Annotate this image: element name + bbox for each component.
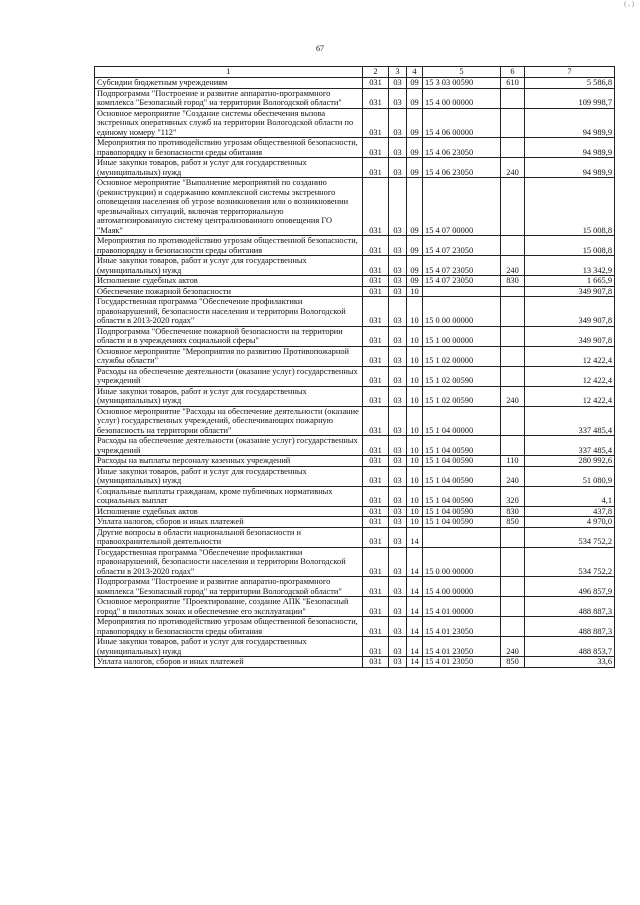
row-amount: 437,8: [525, 506, 615, 517]
table-row: [95, 366, 615, 386]
row-target-article: [423, 286, 501, 297]
row-target-article: 15 1 00 00000: [423, 326, 501, 346]
row-expense-type: 850: [501, 517, 525, 528]
row-amount: 280 992,6: [525, 456, 615, 467]
table-row: [95, 276, 615, 287]
column-header: 7: [525, 67, 615, 78]
page-number: 67: [316, 44, 324, 53]
row-section: 03: [389, 138, 407, 158]
row-target-article: 15 1 04 00590: [423, 517, 501, 528]
row-target-article: 15 4 07 23050: [423, 256, 501, 276]
row-amount: 109 998,7: [525, 88, 615, 108]
row-expense-type: 850: [501, 657, 525, 668]
row-section: 03: [389, 466, 407, 486]
row-section: 03: [389, 637, 407, 657]
row-section: 03: [389, 276, 407, 287]
row-admin-code: 031: [363, 366, 389, 386]
row-admin-code: 031: [363, 386, 389, 406]
row-section: 03: [389, 406, 407, 436]
row-target-article: 15 1 04 00590: [423, 506, 501, 517]
row-description: Иные закупки товаров, работ и услуг для государственных (муниципальных) нужд: [95, 637, 363, 657]
row-amount: 13 342,9: [525, 256, 615, 276]
table-row: [95, 547, 615, 577]
row-admin-code: 031: [363, 617, 389, 637]
row-admin-code: 031: [363, 466, 389, 486]
row-admin-code: 031: [363, 286, 389, 297]
row-expense-type: 320: [501, 486, 525, 506]
row-admin-code: 031: [363, 406, 389, 436]
table-row: [95, 78, 615, 89]
row-target-article: 15 4 01 23050: [423, 657, 501, 668]
row-target-article: 15 4 07 23050: [423, 276, 501, 287]
row-amount: 488 853,7: [525, 637, 615, 657]
row-section: 03: [389, 486, 407, 506]
row-section: 03: [389, 158, 407, 178]
row-amount: 12 422,4: [525, 346, 615, 366]
row-subsection: 10: [407, 517, 423, 528]
row-admin-code: 031: [363, 547, 389, 577]
column-header: 5: [423, 67, 501, 78]
table-row: [95, 597, 615, 617]
row-subsection: 10: [407, 506, 423, 517]
row-amount: 94 989,9: [525, 158, 615, 178]
row-subsection: 09: [407, 78, 423, 89]
row-expense-type: [501, 326, 525, 346]
row-admin-code: 031: [363, 346, 389, 366]
row-description: Мероприятия по противодействию угрозам общественной безопасности, правопорядку и безопасности среды обитания: [95, 138, 363, 158]
column-header: 3: [389, 67, 407, 78]
row-admin-code: 031: [363, 486, 389, 506]
row-admin-code: 031: [363, 108, 389, 138]
row-subsection: 14: [407, 657, 423, 668]
row-subsection: 14: [407, 597, 423, 617]
row-expense-type: [501, 108, 525, 138]
row-subsection: 14: [407, 577, 423, 597]
row-description: Субсидии бюджетным учреждениям: [95, 78, 363, 89]
row-target-article: 15 1 02 00000: [423, 346, 501, 366]
row-amount: 51 080,9: [525, 466, 615, 486]
row-amount: 534 752,2: [525, 527, 615, 547]
row-description: Обеспечение пожарной безопасности: [95, 286, 363, 297]
row-section: 03: [389, 108, 407, 138]
row-description: Мероприятия по противодействию угрозам общественной безопасности, правопорядку и безопасности среды обитания: [95, 236, 363, 256]
row-admin-code: 031: [363, 297, 389, 327]
row-section: 03: [389, 236, 407, 256]
row-expense-type: [501, 577, 525, 597]
table-row: [95, 486, 615, 506]
row-amount: 4,1: [525, 486, 615, 506]
row-section: 03: [389, 436, 407, 456]
row-section: 03: [389, 297, 407, 327]
row-target-article: 15 4 00 00000: [423, 577, 501, 597]
table-row: [95, 346, 615, 366]
table-row: [95, 108, 615, 138]
row-subsection: 10: [407, 297, 423, 327]
row-description: Иные закупки товаров, работ и услуг для государственных (муниципальных) нужд: [95, 158, 363, 178]
row-description: Основное мероприятие "Выполнение мероприятий по созданию (реконструкции) и содержанию комплексной системы экстренного оповещения населения об угрозе возникновения или о возникновении чрезвычайных ситуаций, включая территориальную автоматизированную систему централизованного оповещения ГО "Маяк": [95, 178, 363, 236]
row-subsection: 14: [407, 527, 423, 547]
row-subsection: 10: [407, 456, 423, 467]
row-expense-type: 240: [501, 386, 525, 406]
row-section: 03: [389, 386, 407, 406]
row-expense-type: 830: [501, 506, 525, 517]
row-admin-code: 031: [363, 637, 389, 657]
row-amount: 12 422,4: [525, 366, 615, 386]
row-amount: 15 008,8: [525, 236, 615, 256]
row-amount: 337 485,4: [525, 436, 615, 456]
table-row: [95, 637, 615, 657]
row-description: Государственная программа "Обеспечение профилактики правонарушений, безопасности населения и территории Вологодской области в 2013-2020 годах": [95, 297, 363, 327]
row-section: 03: [389, 527, 407, 547]
row-subsection: 10: [407, 346, 423, 366]
row-subsection: 10: [407, 386, 423, 406]
row-subsection: 09: [407, 276, 423, 287]
row-description: Подпрограмма "Построение и развитие аппаратно-программного комплекса "Безопасный город" на территории Вологодской области": [95, 577, 363, 597]
row-section: 03: [389, 597, 407, 617]
row-amount: 534 752,2: [525, 547, 615, 577]
table-row: [95, 527, 615, 547]
row-section: 03: [389, 506, 407, 517]
row-description: Основное мероприятие "Проектирование, создание АПК "Безопасный город" в пилотных зонах и обеспечение его эксплуатации": [95, 597, 363, 617]
row-admin-code: 031: [363, 158, 389, 178]
row-description: Основное мероприятие "Создание системы обеспечения вызова экстренных оперативных служб на территории Вологодской области по единому номеру "112": [95, 108, 363, 138]
row-expense-type: 110: [501, 456, 525, 467]
table-row: [95, 286, 615, 297]
row-subsection: 10: [407, 406, 423, 436]
row-admin-code: 031: [363, 326, 389, 346]
table-row: [95, 256, 615, 276]
table-row: [95, 386, 615, 406]
column-header: 2: [363, 67, 389, 78]
row-target-article: 15 1 04 00590: [423, 486, 501, 506]
row-expense-type: 240: [501, 256, 525, 276]
row-description: Расходы на обеспечение деятельности (оказание услуг) государственных учреждений: [95, 366, 363, 386]
row-subsection: 10: [407, 326, 423, 346]
row-subsection: 10: [407, 286, 423, 297]
row-expense-type: [501, 88, 525, 108]
row-expense-type: [501, 178, 525, 236]
row-target-article: 15 4 01 23050: [423, 617, 501, 637]
row-description: Основное мероприятие "Расходы на обеспечение деятельности (оказание услуг) государственных учреждений, обеспечивающих пожарную безопасность на территории области": [95, 406, 363, 436]
row-amount: 33,6: [525, 657, 615, 668]
row-description: Иные закупки товаров, работ и услуг для государственных (муниципальных) нужд: [95, 256, 363, 276]
row-admin-code: 031: [363, 527, 389, 547]
row-subsection: 09: [407, 138, 423, 158]
row-amount: 5 586,8: [525, 78, 615, 89]
row-expense-type: [501, 297, 525, 327]
column-header: 4: [407, 67, 423, 78]
row-section: 03: [389, 346, 407, 366]
row-expense-type: [501, 406, 525, 436]
row-description: Исполнение судебных актов: [95, 276, 363, 287]
row-expense-type: [501, 236, 525, 256]
row-expense-type: [501, 547, 525, 577]
row-expense-type: 240: [501, 466, 525, 486]
row-description: Уплата налогов, сборов и иных платежей: [95, 657, 363, 668]
table-row: [95, 88, 615, 108]
row-amount: 349 907,8: [525, 326, 615, 346]
column-header: 1: [95, 67, 363, 78]
row-description: Социальные выплаты гражданам, кроме публичных нормативных социальных выплат: [95, 486, 363, 506]
row-target-article: 15 3 03 00590: [423, 78, 501, 89]
budget-table: [94, 66, 615, 668]
row-target-article: 15 0 00 00000: [423, 297, 501, 327]
row-description: Подпрограмма "Обеспечение пожарной безопасности на территории области и в учреждениях социальной сферы": [95, 326, 363, 346]
table-row: [95, 178, 615, 236]
table-row: [95, 466, 615, 486]
row-target-article: 15 4 06 00000: [423, 108, 501, 138]
row-amount: 349 907,8: [525, 286, 615, 297]
row-expense-type: 240: [501, 637, 525, 657]
row-subsection: 09: [407, 88, 423, 108]
row-target-article: 15 4 01 23050: [423, 637, 501, 657]
row-amount: 94 989,9: [525, 108, 615, 138]
row-subsection: 14: [407, 637, 423, 657]
table-row: [95, 506, 615, 517]
row-admin-code: 031: [363, 577, 389, 597]
row-expense-type: [501, 286, 525, 297]
row-section: 03: [389, 178, 407, 236]
row-amount: 15 008,8: [525, 178, 615, 236]
row-admin-code: 031: [363, 456, 389, 467]
row-subsection: 09: [407, 108, 423, 138]
row-admin-code: 031: [363, 276, 389, 287]
row-subsection: 10: [407, 486, 423, 506]
table-row: [95, 657, 615, 668]
row-expense-type: [501, 346, 525, 366]
row-target-article: 15 1 04 00000: [423, 406, 501, 436]
row-amount: 496 857,9: [525, 577, 615, 597]
table-row: [95, 297, 615, 327]
row-expense-type: [501, 366, 525, 386]
row-section: 03: [389, 617, 407, 637]
row-description: Расходы на обеспечение деятельности (оказание услуг) государственных учреждений: [95, 436, 363, 456]
row-target-article: 15 0 00 00000: [423, 547, 501, 577]
row-amount: 337 485,4: [525, 406, 615, 436]
table-row: [95, 236, 615, 256]
row-target-article: 15 4 07 23050: [423, 236, 501, 256]
row-subsection: 09: [407, 256, 423, 276]
row-amount: 1 665,9: [525, 276, 615, 287]
row-amount: 12 422,4: [525, 386, 615, 406]
row-target-article: 15 4 07 00000: [423, 178, 501, 236]
row-target-article: 15 4 06 23050: [423, 138, 501, 158]
row-admin-code: 031: [363, 517, 389, 528]
table-row: [95, 158, 615, 178]
row-section: 03: [389, 78, 407, 89]
table-row: [95, 456, 615, 467]
row-section: 03: [389, 366, 407, 386]
table-row: [95, 138, 615, 158]
row-subsection: 14: [407, 547, 423, 577]
row-subsection: 09: [407, 236, 423, 256]
row-subsection: 10: [407, 466, 423, 486]
row-target-article: 15 1 04 00590: [423, 456, 501, 467]
row-expense-type: [501, 436, 525, 456]
row-admin-code: 031: [363, 436, 389, 456]
row-section: 03: [389, 256, 407, 276]
row-admin-code: 031: [363, 88, 389, 108]
row-description: Расходы на выплаты персоналу казенных учреждений: [95, 456, 363, 467]
column-header: 6: [501, 67, 525, 78]
row-description: Другие вопросы в области национальной безопасности и правоохранительной деятельности: [95, 527, 363, 547]
table-row: [95, 436, 615, 456]
row-target-article: [423, 527, 501, 547]
row-target-article: 15 1 02 00590: [423, 366, 501, 386]
row-expense-type: [501, 617, 525, 637]
row-admin-code: 031: [363, 178, 389, 236]
row-section: 03: [389, 657, 407, 668]
row-target-article: 15 4 01 00000: [423, 597, 501, 617]
row-description: Мероприятия по противодействию угрозам общественной безопасности, правопорядку и безопасности среды обитания: [95, 617, 363, 637]
row-amount: 94 989,9: [525, 138, 615, 158]
row-amount: 488 887,3: [525, 617, 615, 637]
row-description: Государственная программа "Обеспечение профилактики правонарушений, безопасности населения и территории Вологодской области в 2013-2020 годах": [95, 547, 363, 577]
row-section: 03: [389, 88, 407, 108]
row-target-article: 15 4 06 23050: [423, 158, 501, 178]
row-section: 03: [389, 547, 407, 577]
row-description: Иные закупки товаров, работ и услуг для государственных (муниципальных) нужд: [95, 466, 363, 486]
row-section: 03: [389, 517, 407, 528]
row-expense-type: [501, 527, 525, 547]
row-target-article: 15 1 04 00590: [423, 436, 501, 456]
row-expense-type: 610: [501, 78, 525, 89]
row-expense-type: 830: [501, 276, 525, 287]
row-expense-type: [501, 138, 525, 158]
table-row: [95, 517, 615, 528]
row-subsection: 10: [407, 366, 423, 386]
row-description: Иные закупки товаров, работ и услуг для государственных (муниципальных) нужд: [95, 386, 363, 406]
row-expense-type: [501, 597, 525, 617]
table-header-row: [95, 67, 615, 78]
row-admin-code: 031: [363, 236, 389, 256]
corner-mark: ( , ): [624, 0, 634, 8]
row-subsection: 14: [407, 617, 423, 637]
row-subsection: 10: [407, 436, 423, 456]
row-description: Основное мероприятие "Мероприятия по развитию Противопожарной службы области": [95, 346, 363, 366]
row-admin-code: 031: [363, 138, 389, 158]
row-description: Уплата налогов, сборов и иных платежей: [95, 517, 363, 528]
row-target-article: 15 1 02 00590: [423, 386, 501, 406]
row-admin-code: 031: [363, 506, 389, 517]
row-expense-type: 240: [501, 158, 525, 178]
row-admin-code: 031: [363, 78, 389, 89]
row-admin-code: 031: [363, 256, 389, 276]
row-subsection: 09: [407, 158, 423, 178]
row-amount: 349 907,8: [525, 297, 615, 327]
row-admin-code: 031: [363, 597, 389, 617]
row-section: 03: [389, 577, 407, 597]
table-row: [95, 406, 615, 436]
row-admin-code: 031: [363, 657, 389, 668]
table-row: [95, 577, 615, 597]
row-section: 03: [389, 326, 407, 346]
row-section: 03: [389, 456, 407, 467]
row-amount: 488 887,3: [525, 597, 615, 617]
table-row: [95, 326, 615, 346]
row-target-article: 15 4 00 00000: [423, 88, 501, 108]
table-row: [95, 617, 615, 637]
row-target-article: 15 1 04 00590: [423, 466, 501, 486]
row-description: Исполнение судебных актов: [95, 506, 363, 517]
row-section: 03: [389, 286, 407, 297]
row-description: Подпрограмма "Построение и развитие аппаратно-программного комплекса "Безопасный город" на территории Вологодской области": [95, 88, 363, 108]
row-subsection: 09: [407, 178, 423, 236]
row-amount: 4 970,0: [525, 517, 615, 528]
